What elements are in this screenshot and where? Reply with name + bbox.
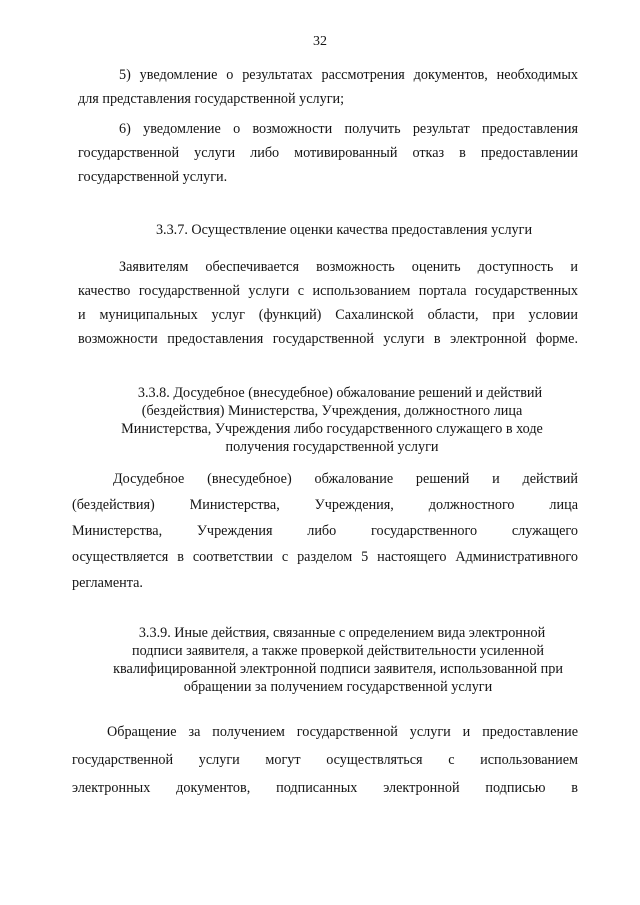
text-line: электронных документов, подписанных электронной подписью в xyxy=(72,780,578,796)
paragraph-3-3-7 xyxy=(78,255,578,351)
heading-line: Министерства, Учреждения либо государственного служащего в ходе xyxy=(121,421,543,437)
heading-line: квалифицированной электронной подписи заявителя, использованной при xyxy=(113,661,563,677)
section-heading-3-3-8 xyxy=(0,384,640,456)
text-line: 6) уведомление о возможности получить результат предоставления xyxy=(119,121,578,137)
paragraph-3-3-9 xyxy=(72,718,578,802)
heading-line: 3.3.7. Осуществление оценки качества предоставления услуги xyxy=(155,222,533,238)
heading-line: 3.3.9. Иные действия, связанные с определением вида электронной xyxy=(138,625,546,641)
paragraph-3-3-8 xyxy=(72,466,578,596)
list-item-5 xyxy=(78,63,578,111)
text-line: 5) уведомление о результатах рассмотрения документов, необходимых xyxy=(119,67,578,83)
page-number: 32 xyxy=(313,34,327,49)
text-line: (бездействия) Министерства, Учреждения, должностного лица xyxy=(72,497,578,513)
text-line: государственной услуги. xyxy=(78,169,228,185)
heading-line: (бездействия) Министерства, Учреждения, должностного лица xyxy=(141,403,523,419)
heading-line: 3.3.8. Досудебное (внесудебное) обжалование решений и действий xyxy=(137,385,543,401)
section-heading-3-3-9 xyxy=(0,624,640,696)
text-line: Министерства, Учреждения либо государственного служащего xyxy=(72,523,578,539)
list-item-6 xyxy=(78,117,578,189)
text-line: Обращение за получением государственной услуги и предоставление xyxy=(107,724,578,740)
heading-line: обращении за получением государственной услуги xyxy=(183,679,493,695)
text-line: Досудебное (внесудебное) обжалование решений и действий xyxy=(113,471,578,487)
text-line: и муниципальных услуг (функций) Сахалинской области, при условии xyxy=(78,307,578,323)
heading-line: подписи заявителя, а также проверкой действительности усиленной xyxy=(132,643,544,659)
text-line: Заявителям обеспечивается возможность оценить доступность и xyxy=(119,259,578,275)
text-line: регламента. xyxy=(72,575,143,591)
heading-line: получения государственной услуги xyxy=(225,439,439,455)
text-line: качество государственной услуги с использованием портала государственных xyxy=(78,283,578,299)
text-line: государственной услуги могут осуществляться с использованием xyxy=(72,752,578,768)
text-line: государственной услуги либо мотивированный отказ в предоставлении xyxy=(78,145,578,161)
text-line: для представления государственной услуги; xyxy=(78,91,345,107)
section-heading-3-3-7 xyxy=(0,221,640,239)
text-line: осуществляется в соответствии с разделом 5 настоящего Административного xyxy=(72,549,578,565)
text-line: возможности предоставления государственной услуги в электронной форме. xyxy=(78,331,578,347)
